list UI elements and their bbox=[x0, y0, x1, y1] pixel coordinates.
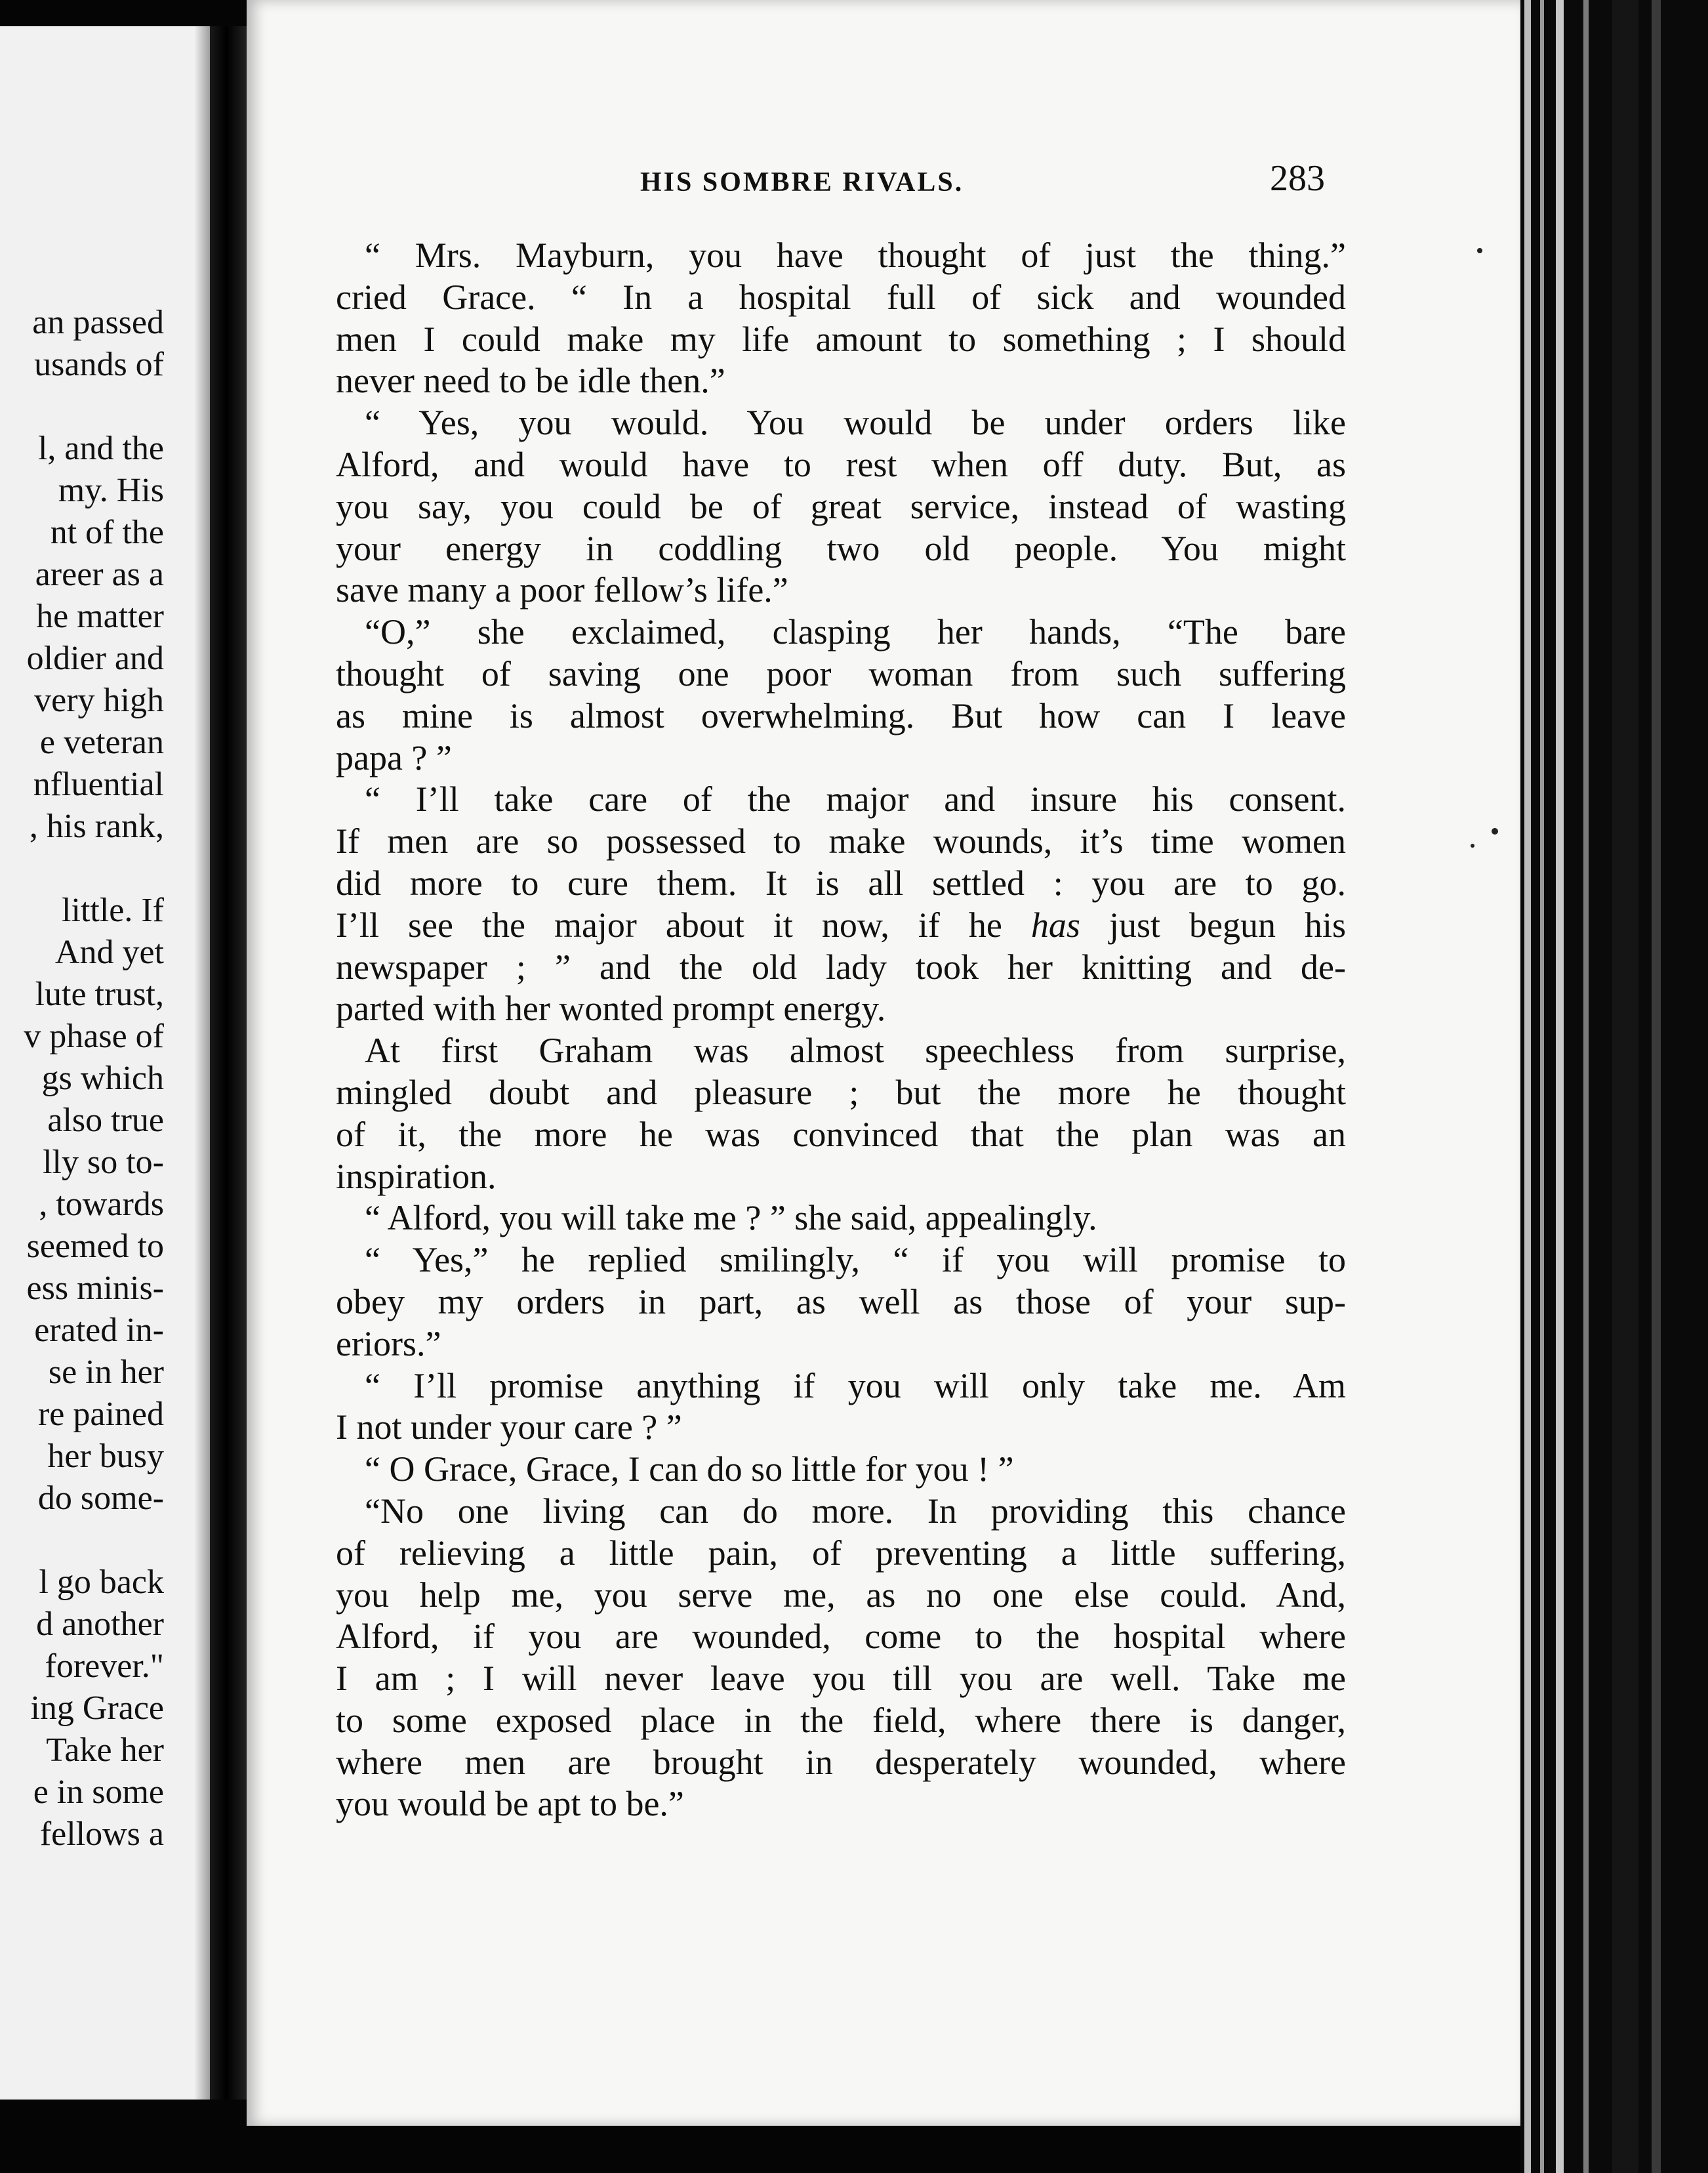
left-page-line: seemed to bbox=[26, 1228, 164, 1265]
page-header bbox=[247, 157, 1520, 210]
left-page-line: oldier and bbox=[26, 640, 164, 677]
page-edge bbox=[1652, 0, 1661, 2173]
text-line: “ I’ll promise anything if you will only take me. Am bbox=[365, 1365, 1346, 1405]
left-page-line: , towards bbox=[39, 1186, 164, 1223]
text-line: I am ; I will never leave you till you are well. Take me bbox=[336, 1659, 1346, 1699]
left-page-line: do some- bbox=[37, 1480, 164, 1517]
book-page bbox=[247, 0, 1520, 2126]
text-line: newspaper ; ” and the old lady took her knitting and de- bbox=[336, 947, 1346, 987]
text-line: Alford, if you are wounded, come to the hospital where bbox=[336, 1617, 1346, 1657]
left-page-line: ess minis- bbox=[26, 1270, 164, 1307]
left-page-line: e in some bbox=[33, 1773, 164, 1811]
left-page-line: little. If bbox=[62, 892, 164, 929]
text-line: cried Grace. “ In a hospital full of sick and wounded bbox=[336, 277, 1346, 317]
book-page-edges bbox=[1520, 0, 1708, 2173]
text-line: “O,” she exclaimed, clasping her hands, “The bare bbox=[365, 612, 1346, 652]
left-page-line bbox=[24, 386, 164, 428]
text-line: “ Alford, you will take me ? ” she said, appealingly. bbox=[365, 1198, 1097, 1238]
text-line: I not under your care ? ” bbox=[336, 1407, 682, 1447]
left-page-line: l, and the bbox=[37, 430, 164, 467]
left-page-line: e veteran bbox=[39, 724, 164, 761]
text-line: Alford, and would have to rest when off duty. But, as bbox=[336, 444, 1346, 484]
left-page-line bbox=[24, 1520, 164, 1562]
left-page-line: , his rank, bbox=[29, 808, 164, 845]
left-page-line: lute trust, bbox=[35, 976, 164, 1013]
text-line: papa ? ” bbox=[336, 737, 452, 777]
left-page-line: ing Grace bbox=[30, 1689, 164, 1727]
left-page-line: also true bbox=[47, 1102, 164, 1139]
text-line: I’ll see the major about it now, if he has just begun his bbox=[336, 905, 1346, 945]
left-page-line: se in her bbox=[48, 1354, 164, 1391]
left-page-line: d another bbox=[36, 1605, 164, 1643]
text-line: At first Graham was almost speechless from surprise, bbox=[365, 1031, 1346, 1071]
text-line: inspiration. bbox=[336, 1156, 497, 1196]
text-line: “ Mrs. Mayburn, you have thought of just the thing.” bbox=[365, 236, 1346, 275]
page-edge bbox=[1524, 0, 1531, 2173]
left-page-line: Take her bbox=[46, 1731, 164, 1769]
print-speck bbox=[1471, 844, 1474, 848]
text-line: you say, you could be of great service, instead of wasting bbox=[336, 486, 1346, 526]
text-line: “ Yes,” he replied smilingly, “ if you will promise to bbox=[365, 1240, 1346, 1280]
text-line: where men are brought in desperately wounded, where bbox=[336, 1742, 1346, 1782]
text-line: men I could make my life amount to something ; I should bbox=[336, 319, 1346, 359]
page-body-text bbox=[336, 235, 1346, 1825]
left-page-line: areer as a bbox=[35, 556, 164, 593]
text-line: to some exposed place in the field, where there is danger, bbox=[336, 1700, 1346, 1740]
left-page-line: very high bbox=[34, 682, 164, 719]
text-line: you would be apt to be.” bbox=[336, 1784, 684, 1824]
text-line: of it, the more he was convinced that the plan was an bbox=[336, 1114, 1346, 1154]
print-speck bbox=[1477, 248, 1482, 253]
page-number: 283 bbox=[1270, 158, 1325, 199]
left-page-line: l go back bbox=[39, 1563, 164, 1601]
text-line: did more to cure them. It is all settled : you are to go. bbox=[336, 863, 1346, 903]
text-line: you help me, you serve me, as no one else could. And, bbox=[336, 1575, 1346, 1615]
text-line: “No one living can do more. In providing this chance bbox=[365, 1491, 1346, 1531]
left-page-line bbox=[24, 848, 164, 890]
text-line: obey my orders in part, as well as those of your sup- bbox=[336, 1281, 1346, 1321]
left-page-line: lly so to- bbox=[43, 1144, 164, 1181]
left-page-line: an passed bbox=[32, 304, 164, 341]
left-page-line: nt of the bbox=[50, 514, 164, 551]
text-line: save many a poor fellow’s life.” bbox=[336, 570, 788, 610]
print-speck bbox=[1492, 828, 1498, 835]
book-gutter bbox=[210, 26, 247, 2100]
left-page-line: he matter bbox=[36, 598, 164, 635]
text-line: mingled doubt and pleasure ; but the more he thought bbox=[336, 1072, 1346, 1112]
text-line: as mine is almost overwhelming. But how can I leave bbox=[336, 695, 1346, 735]
text-line: parted with her wonted prompt energy. bbox=[336, 989, 886, 1029]
text-line: eriors.” bbox=[336, 1323, 441, 1363]
left-page-line: her busy bbox=[47, 1438, 164, 1475]
left-page-line: And yet bbox=[54, 934, 164, 971]
page-edge bbox=[1556, 0, 1564, 2173]
left-page-line: forever." bbox=[45, 1647, 164, 1685]
text-line: thought of saving one poor woman from such suffering bbox=[336, 653, 1346, 693]
left-page-line: v phase of bbox=[24, 1018, 164, 1055]
page-edge bbox=[1612, 0, 1638, 2173]
page-edge bbox=[1583, 0, 1589, 2173]
text-line: “ Yes, you would. You would be under orders like bbox=[365, 403, 1346, 443]
page-edge bbox=[1540, 0, 1544, 2173]
text-line: “ I’ll take care of the major and insure his consent. bbox=[365, 779, 1346, 819]
left-page-line: fellows a bbox=[39, 1815, 164, 1853]
left-page-line: usands of bbox=[34, 346, 164, 383]
running-title: HIS SOMBRE RIVALS. bbox=[640, 167, 964, 197]
left-page-line: nfluential bbox=[33, 766, 164, 803]
left-page-line: re pained bbox=[37, 1396, 164, 1433]
text-line: If men are so possessed to make wounds, it’s time women bbox=[336, 821, 1346, 861]
left-page-line: gs which bbox=[41, 1060, 164, 1097]
left-facing-page bbox=[0, 26, 210, 2100]
left-page-line: erated in- bbox=[34, 1312, 164, 1349]
text-line: “ O Grace, Grace, I can do so little for you ! ” bbox=[365, 1449, 1014, 1489]
text-line: of relieving a little pain, of preventing a little suffering, bbox=[336, 1533, 1346, 1573]
text-line: your energy in coddling two old people. You might bbox=[336, 528, 1346, 568]
left-page-line: my. His bbox=[58, 472, 164, 509]
gutter-shadow bbox=[194, 26, 210, 2100]
text-line: never need to be idle then.” bbox=[336, 361, 725, 401]
left-page-text-fragments bbox=[24, 302, 164, 1855]
